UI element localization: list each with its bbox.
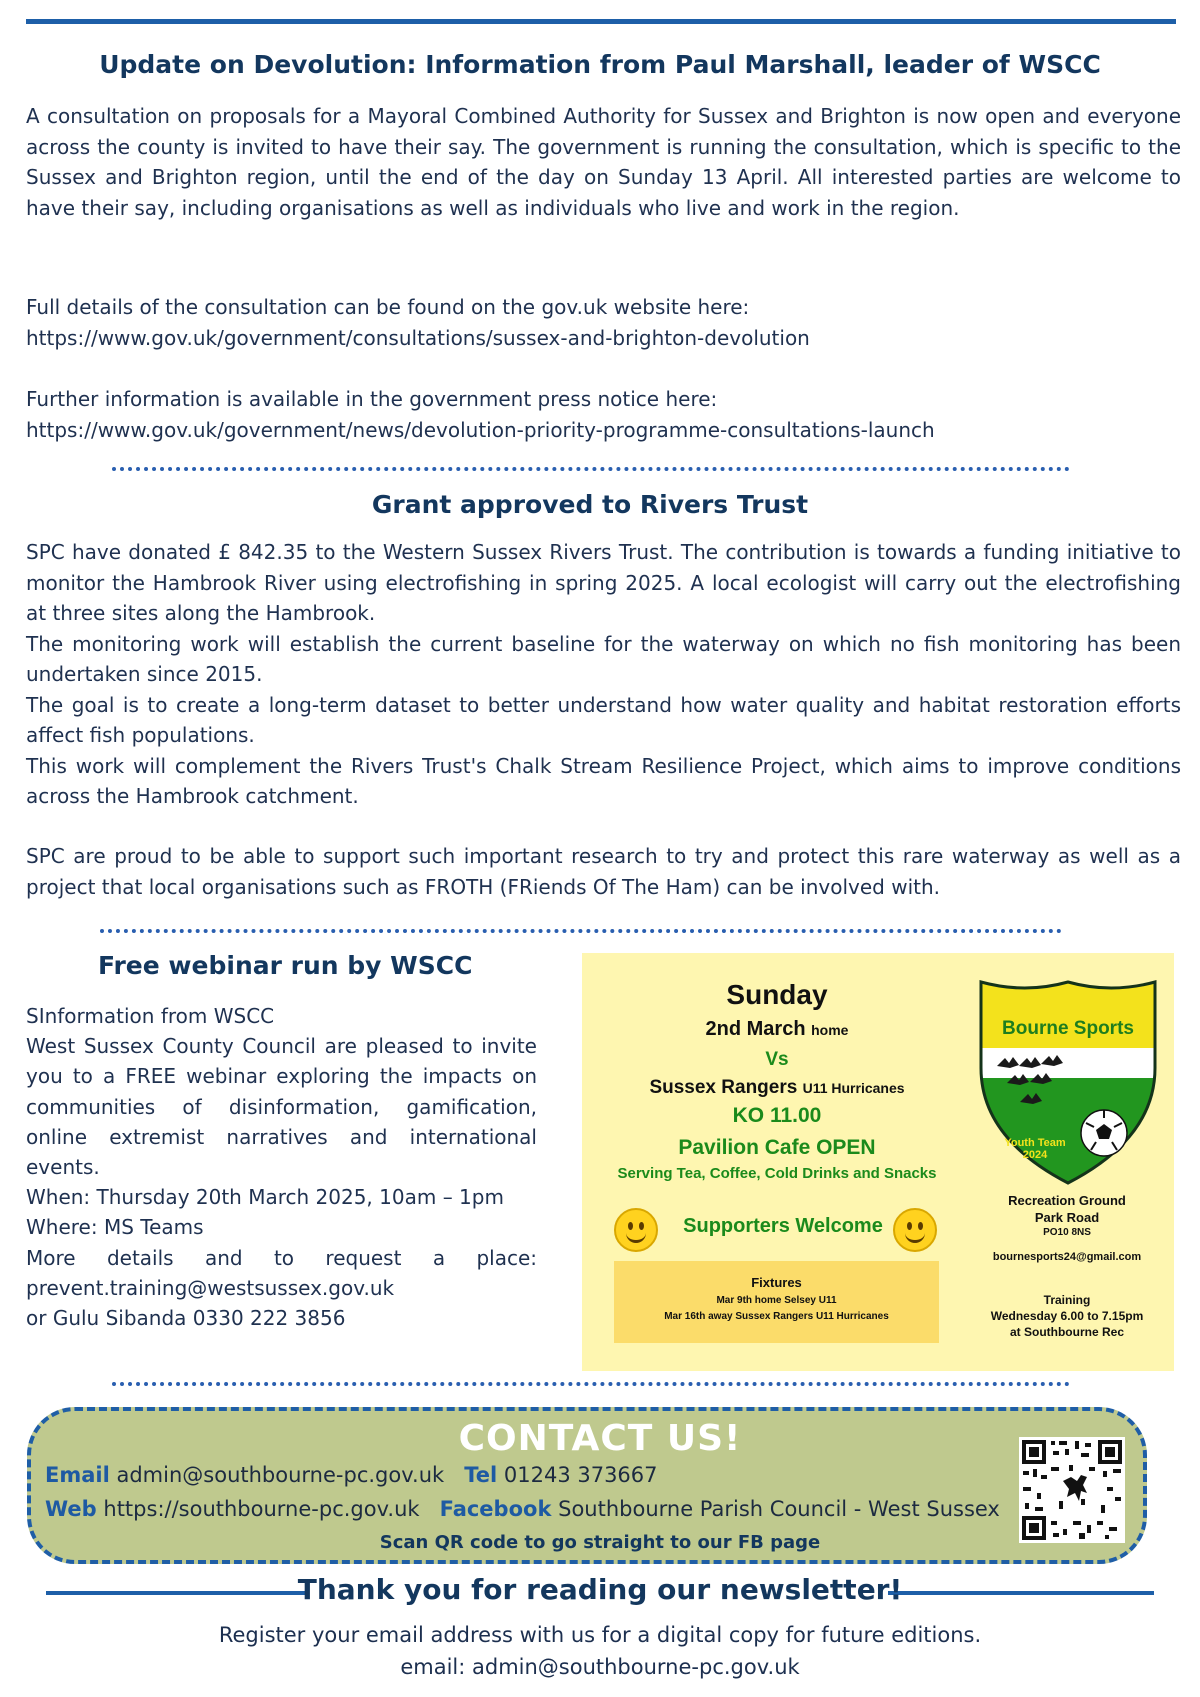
training-title: Training [1043,1293,1091,1307]
webinar-heading: Free webinar run by WSCC [98,951,473,980]
webinar-email[interactable]: prevent.training@westsussex.gov.uk [26,1275,395,1300]
poster-vs: Vs [765,1049,789,1070]
press-notice-intro: Further information is available in the government press notice here: [26,387,718,411]
webinar-body [26,1001,537,1333]
press-notice-link[interactable]: https://www.gov.uk/government/news/devolution-priority-programme-consultations-launch [26,417,935,442]
club-badge [975,978,1161,1188]
contact-line-2 [45,1497,1000,1521]
fixture-1: Mar 9th home Selsey U11 [716,1295,837,1306]
poster-opponent: Sussex Rangers [649,1077,798,1098]
smiley-icon [893,1208,937,1252]
poster-cafe: Pavilion Cafe OPEN [678,1136,876,1159]
football-poster [582,953,1174,1371]
grant-para-3: The goal is to create a long-term dataset to better understand how water quality and habitat restoration efforts affect fish populations. [26,692,1181,747]
contact-email[interactable]: admin@southbourne-pc.gov.uk [116,1463,445,1487]
fixture-2: Mar 16th away Sussex Rangers U11 Hurricanes [664,1311,889,1322]
badge-youth-team: Youth Team [1004,1137,1066,1149]
dotted-divider [100,929,1062,933]
email-label: Email [45,1463,110,1487]
venue-line-1: Recreation Ground [1008,1193,1126,1208]
webinar-details: More details and to request a place: [26,1245,537,1270]
webinar-where: Where: MS Teams [26,1215,204,1240]
contact-facebook[interactable]: Southbourne Parish Council - West Sussex [558,1497,1000,1521]
dotted-divider [112,1382,1070,1386]
training-place: at Southbourne Rec [1009,1325,1124,1339]
poster-opponent-suffix: U11 Hurricanes [802,1080,905,1096]
dotted-divider [112,467,1070,471]
consultation-link[interactable]: https://www.gov.uk/government/consultations/sussex-and-brighton-devolution [26,325,810,350]
footer-email[interactable]: email: admin@southbourne-pc.gov.uk [400,1655,800,1679]
tel-label: Tel [464,1463,498,1487]
smiley-icon [614,1208,658,1252]
webinar-source: SInformation from WSCC [26,1004,275,1028]
poster-date-suffix: home [811,1022,849,1038]
badge-club-name: Bourne Sports [1002,1018,1134,1039]
consultation-details [26,292,1181,353]
thanks-heading: Thank you for reading our newsletter! [297,1573,903,1606]
devolution-heading: Update on Devolution: Information from Paul Marshall, leader of WSCC [99,50,1101,79]
qr-code[interactable] [1019,1437,1125,1543]
devolution-paragraph: A consultation on proposals for a Mayoral Combined Authority for Sussex and Brighton is now open and everyone across the county is invited to have their say. The government is running the consultation, which is specific to the Sussex and Brighton region, until the end of the day on Sunday 13 April. All interested parties are welcome to have their say, including organisations as well as individuals who live and work in the region. [26,104,1181,220]
club-email: bournesports24@gmail.com [992,1251,1142,1263]
grant-para-4: This work will complement the Rivers Trust's Chalk Stream Resilience Project, which aims to improve conditions across the Hambrook catchment. [26,753,1181,808]
contact-line-1 [45,1463,658,1487]
qr-code-icon [1019,1437,1125,1543]
contact-title: CONTACT US! [458,1418,742,1459]
poster-day: Sunday [726,979,828,1010]
training-time: Wednesday 6.00 to 7.15pm [990,1309,1144,1323]
contact-phone[interactable]: 01243 373667 [503,1463,658,1487]
grant-para-2: The monitoring work will establish the current baseline for the waterway on which no fish monitoring has been undertaken since 2015. [26,631,1181,686]
poster-opponent-line [582,1077,972,1099]
venue-postcode: PO10 8NS [1043,1227,1091,1238]
grant-heading: Grant approved to Rivers Trust [371,490,809,519]
grant-body [26,537,1181,812]
poster-serving: Serving Tea, Coffee, Cold Drinks and Snacks [617,1165,937,1182]
webinar-phone: or Gulu Sibanda 0330 222 3856 [26,1306,346,1331]
grant-para-1: SPC have donated £ 842.35 to the Western Sussex Rivers Trust. The contribution is towards a funding initiative to monitor the Hambrook River using electrofishing in spring 2025. A local ecologist will carry out the electrofishing at three sites along the Hambrook. [26,540,1181,625]
poster-date: 2nd March [705,1018,806,1040]
press-notice [26,384,1181,445]
scan-qr-text: Scan QR code to go straight to our FB page [379,1532,821,1553]
webinar-description: West Sussex County Council are pleased to invite you to a FREE webinar exploring the impacts on communities of disinformation, gamification, online extremist narratives and international events. [26,1034,537,1180]
grant-para-5: SPC are proud to be able to support such important research to try and protect this rare waterway as well as a project that local organisations such as FROTH (FRiends Of The Ham) can be involved with. [26,844,1181,899]
webinar-when: When: Thursday 20th March 2025, 10am – 1pm [26,1185,504,1210]
web-label: Web [45,1497,97,1521]
fixtures-title: Fixtures [751,1275,802,1290]
poster-kickoff: KO 11.00 [732,1104,822,1127]
consultation-intro: Full details of the consultation can be found on the gov.uk website here: [26,295,750,319]
top-divider [26,19,1176,24]
badge-year: 2024 [1022,1149,1048,1161]
venue-line-2: Park Road [1034,1210,1100,1225]
poster-date-line [582,1018,972,1041]
facebook-label: Facebook [439,1497,552,1521]
football-icon [1081,1110,1127,1156]
poster-supporters: Supporters Welcome [683,1215,883,1237]
fixtures-box [614,1261,939,1343]
contact-website[interactable]: https://southbourne-pc.gov.uk [103,1497,420,1521]
register-text: Register your email address with us for a digital copy for future editions. [218,1623,982,1647]
